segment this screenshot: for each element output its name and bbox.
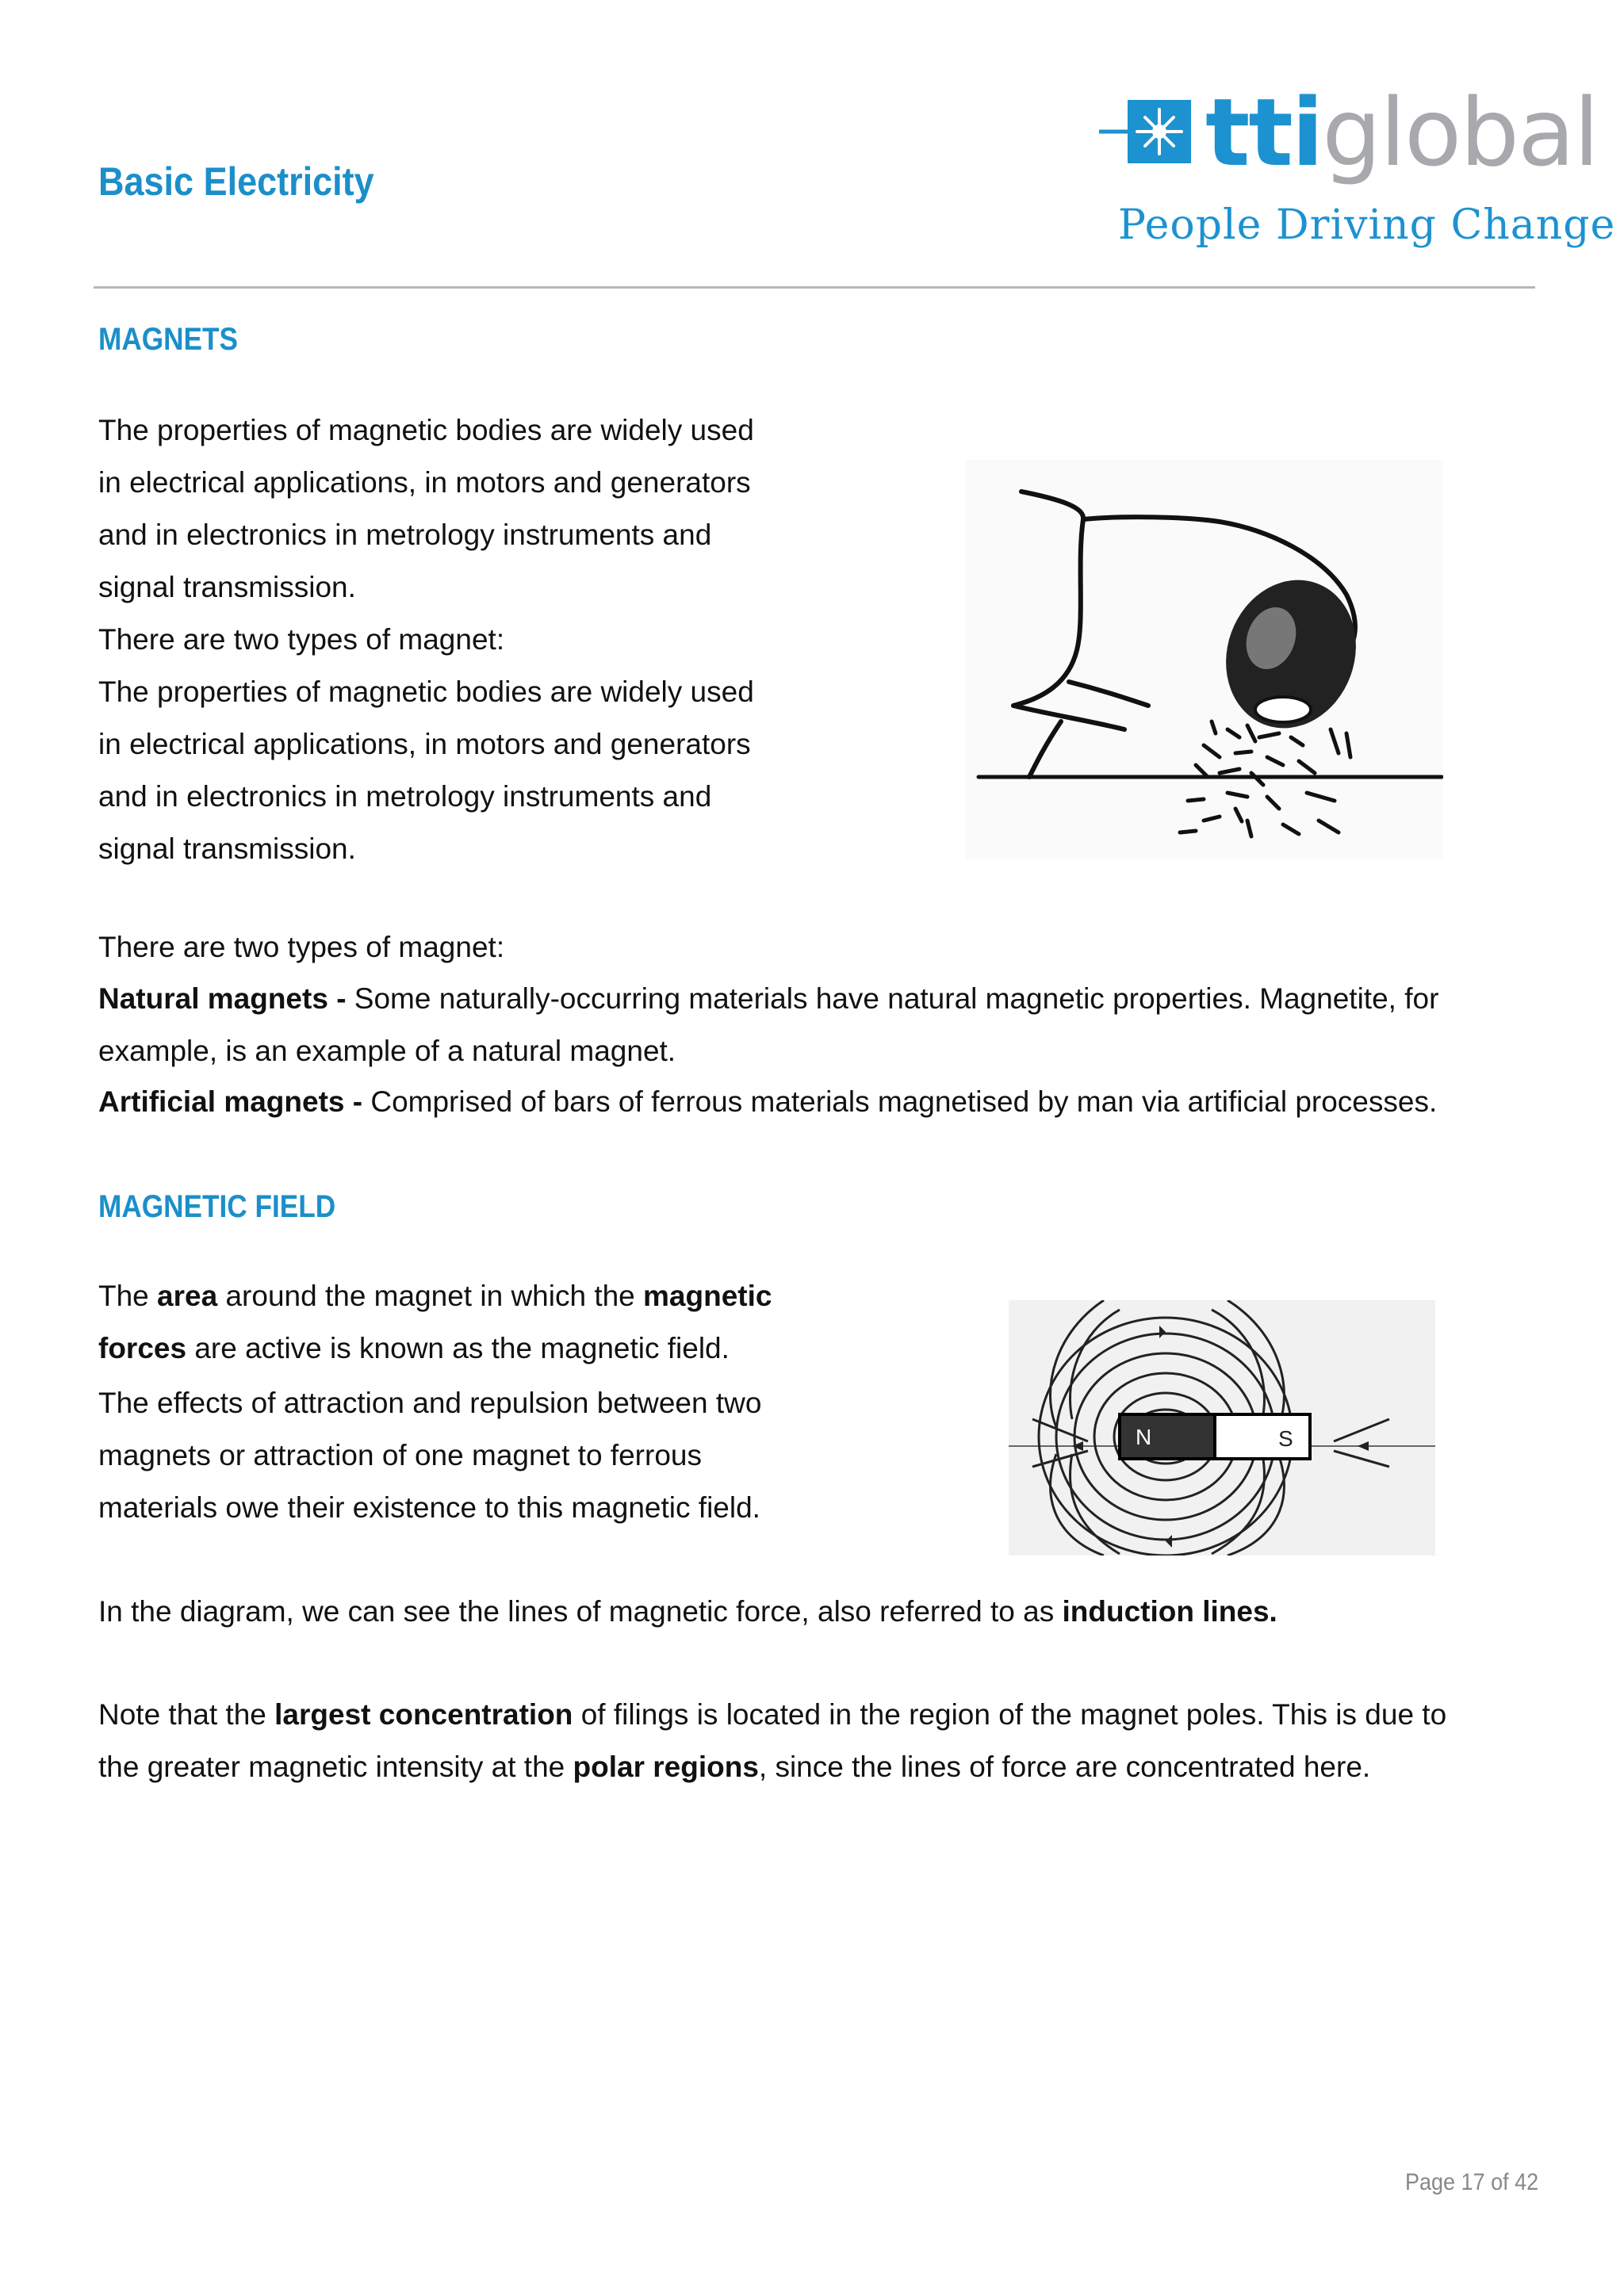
header-divider [94, 286, 1535, 289]
company-logo [1094, 78, 1616, 268]
logo-wordmark: ttiglobal [1205, 78, 1599, 187]
section-heading-magnetic-field: MAGNETIC FIELD [98, 1189, 336, 1224]
artificial-magnets-label: Artificial magnets - [98, 1085, 363, 1118]
magnets-intro: The properties of magnetic bodies are widely used in electrical applications, in motors and generators and in electronics in metrology instruments and signal transmission. There are two types of magnet: The properties of magnetic bodies are widely used in electrical applications, in motors and generators and in electronics in metrology instruments and signal transmission. [98, 414, 754, 865]
star-icon [1099, 97, 1194, 168]
magnetic-field-definition: The area around the magnet in which the magnetic forces are active is known as the magnetic field. [98, 1280, 772, 1364]
magnet-types-intro: There are two types of magnet: [98, 931, 505, 963]
magnetic-field-diagram [1009, 1300, 1435, 1556]
pole-n-label: N [1136, 1425, 1152, 1449]
natural-magnets-paragraph: Natural magnets - Some naturally-occurring materials have natural magnetic properties. Magnetite, for example, is an example of a natural magnet. [98, 982, 1439, 1067]
page-number: Page 17 of 42 [1405, 2169, 1539, 2195]
induction-lines-paragraph: In the diagram, we can see the lines of magnetic force, also referred to as induction lines. [98, 1595, 1277, 1628]
concentration-note: Note that the largest concentration of filings is located in the region of the magnet poles. This is due to the greater magnetic intensity at the polar regions, since the lines of force are concentrated here. [98, 1698, 1447, 1783]
logo-tagline: People Driving Change [1118, 201, 1616, 249]
magnetic-field-effects: The effects of attraction and repulsion between two magnets or attraction of one magnet to ferrous materials owe their existence to this magnetic field. [98, 1387, 762, 1524]
document-title: Basic Electricity [98, 159, 374, 204]
section-heading-magnets: MAGNETS [98, 322, 238, 357]
natural-magnets-label: Natural magnets - [98, 982, 347, 1015]
hand-magnet-illustration [966, 460, 1443, 859]
pole-s-label: S [1278, 1426, 1293, 1451]
artificial-magnets-paragraph: Artificial magnets - Comprised of bars of ferrous materials magnetised by man via artificial processes. [98, 1085, 1438, 1118]
